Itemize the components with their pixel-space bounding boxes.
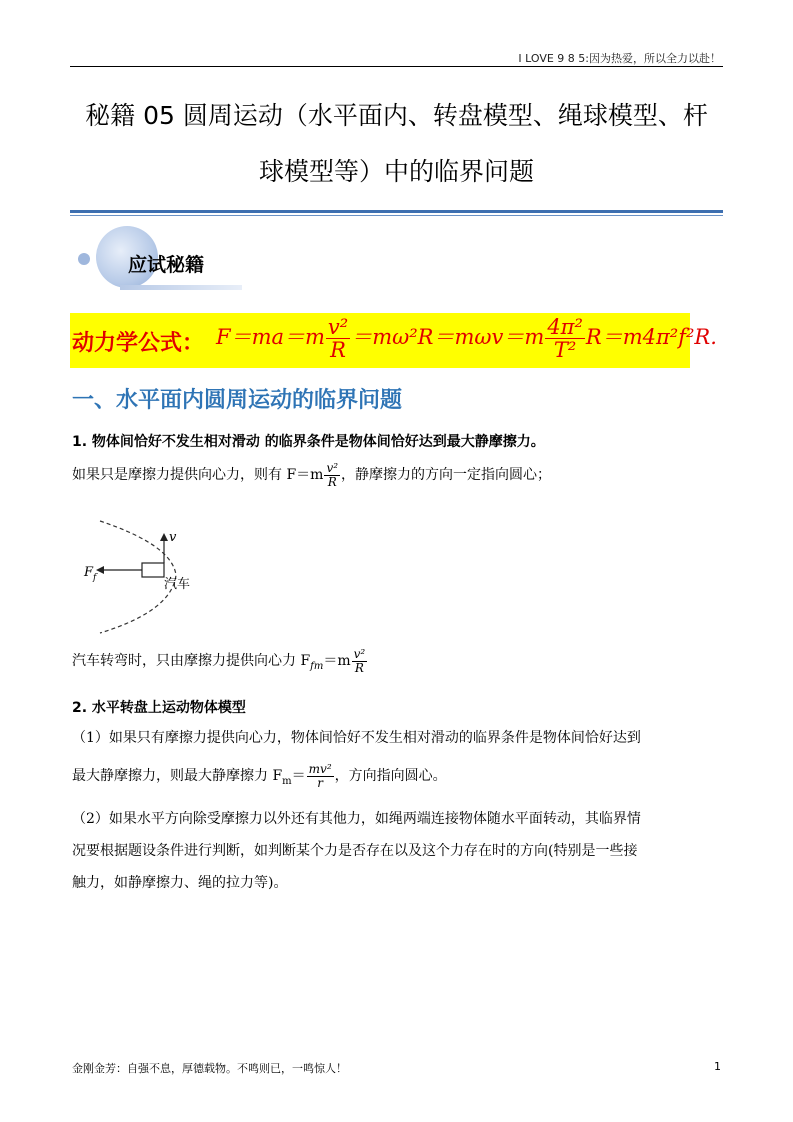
item1-text-b: ，静摩擦力的方向一定指向圆心；	[341, 467, 552, 484]
title-divider-thin	[70, 215, 723, 216]
item1-frac-numerator: v²	[326, 461, 339, 475]
badge-dot-decoration	[78, 253, 90, 265]
formula-fraction-1	[326, 316, 350, 361]
formula-part-2: ＝mω²R＝mωv＝m	[351, 325, 545, 350]
velocity-label: v	[169, 530, 177, 545]
item2-p2-line2: 况要根据题设条件进行判断，如判断某个力是否存在以及这个力存在时的方向(特别是一些接	[72, 843, 638, 859]
header-motto: I LOVE 9 8 5:因为热爱，所以全力以赴！	[518, 52, 721, 65]
formula-frac2-denominator: T²	[553, 338, 577, 363]
car-turn-eq: ＝m	[323, 653, 351, 670]
formula-frac2-numerator: 4π²	[547, 315, 583, 339]
header-divider	[70, 66, 723, 67]
item1-text	[72, 462, 551, 488]
car-box	[142, 563, 164, 577]
formula-part-3: R＝m4π²f²R.	[585, 325, 717, 350]
item1-frac-denominator: R	[327, 474, 337, 489]
badge-bar-decoration	[120, 285, 242, 290]
car-turn-sub: fm	[310, 660, 324, 672]
title-divider-thick	[70, 210, 723, 213]
title-line-1: 秘籍 05 圆周运动（水平面内、转盘模型、绳球模型、杆	[85, 101, 708, 130]
item2-p1-eq: ＝	[291, 768, 306, 785]
car-turn-fraction	[352, 648, 368, 674]
item2-p1-line2	[72, 763, 447, 789]
item2-p1-line2b: ，方向指向圆心。	[334, 768, 447, 785]
item1-fraction	[324, 462, 340, 488]
item2-p2-line1: （2）如果水平方向除受摩擦力以外还有其他力，如绳两端连接物体随水平面转动，其临界情	[72, 811, 641, 827]
formula-frac1-denominator: R	[330, 338, 346, 363]
dynamics-formula	[216, 316, 717, 361]
formula-fraction-2	[545, 316, 585, 361]
car-turn-text	[72, 648, 368, 674]
velocity-arrow-head	[160, 533, 168, 541]
item2-p1-line1: （1）如果只有摩擦力提供向心力，物体间恰好不发生相对滑动的临界条件是物体间恰好达到	[72, 730, 641, 746]
item2-p1-sub: m	[282, 775, 292, 787]
page-title	[60, 88, 733, 200]
car-label: 汽车	[164, 577, 191, 592]
car-turn-frac-numerator: v²	[353, 647, 366, 661]
car-turn-diagram	[80, 515, 220, 640]
friction-label-sub: f	[93, 573, 97, 583]
item2-p2-line3: 触力，如静摩擦力、绳的拉力等)。	[72, 875, 288, 891]
footer-motto: 金刚金芳：自强不息，厚德载物。不鸣则已，一鸣惊人！	[72, 1062, 347, 1075]
friction-label-main: F	[84, 565, 94, 580]
item2-p1-frac-denominator: r	[317, 775, 324, 790]
title-line-2: 球模型等）中的临界问题	[258, 157, 534, 186]
page-number: 1	[714, 1060, 721, 1073]
formula-part-1: F＝ma＝m	[216, 325, 325, 350]
car-turn-text-main: 汽车转弯时，只由摩擦力提供向心力 F	[72, 653, 311, 670]
section-badge: 应试秘籍	[128, 254, 205, 276]
car-turn-frac-denominator: R	[354, 660, 364, 675]
formula-label: 动力学公式：	[72, 331, 205, 356]
item1-heading: 1. 物体间恰好不发生相对滑动 的临界条件是物体间恰好达到最大静摩擦力。	[72, 434, 545, 450]
friction-arrow-head	[96, 566, 104, 574]
item1-text-a: 如果只是摩擦力提供向心力，则有 F＝m	[72, 467, 324, 484]
item2-p1-fraction	[307, 763, 334, 789]
section-heading: 一、水平面内圆周运动的临界问题	[72, 388, 403, 413]
item2-p1-line2a: 最大静摩擦力，则最大静摩擦力 F	[72, 768, 283, 785]
formula-frac1-numerator: v²	[327, 315, 349, 339]
item2-p1-frac-numerator: mv²	[308, 762, 332, 776]
friction-label	[83, 565, 98, 583]
item2-heading: 2. 水平转盘上运动物体模型	[72, 700, 246, 716]
